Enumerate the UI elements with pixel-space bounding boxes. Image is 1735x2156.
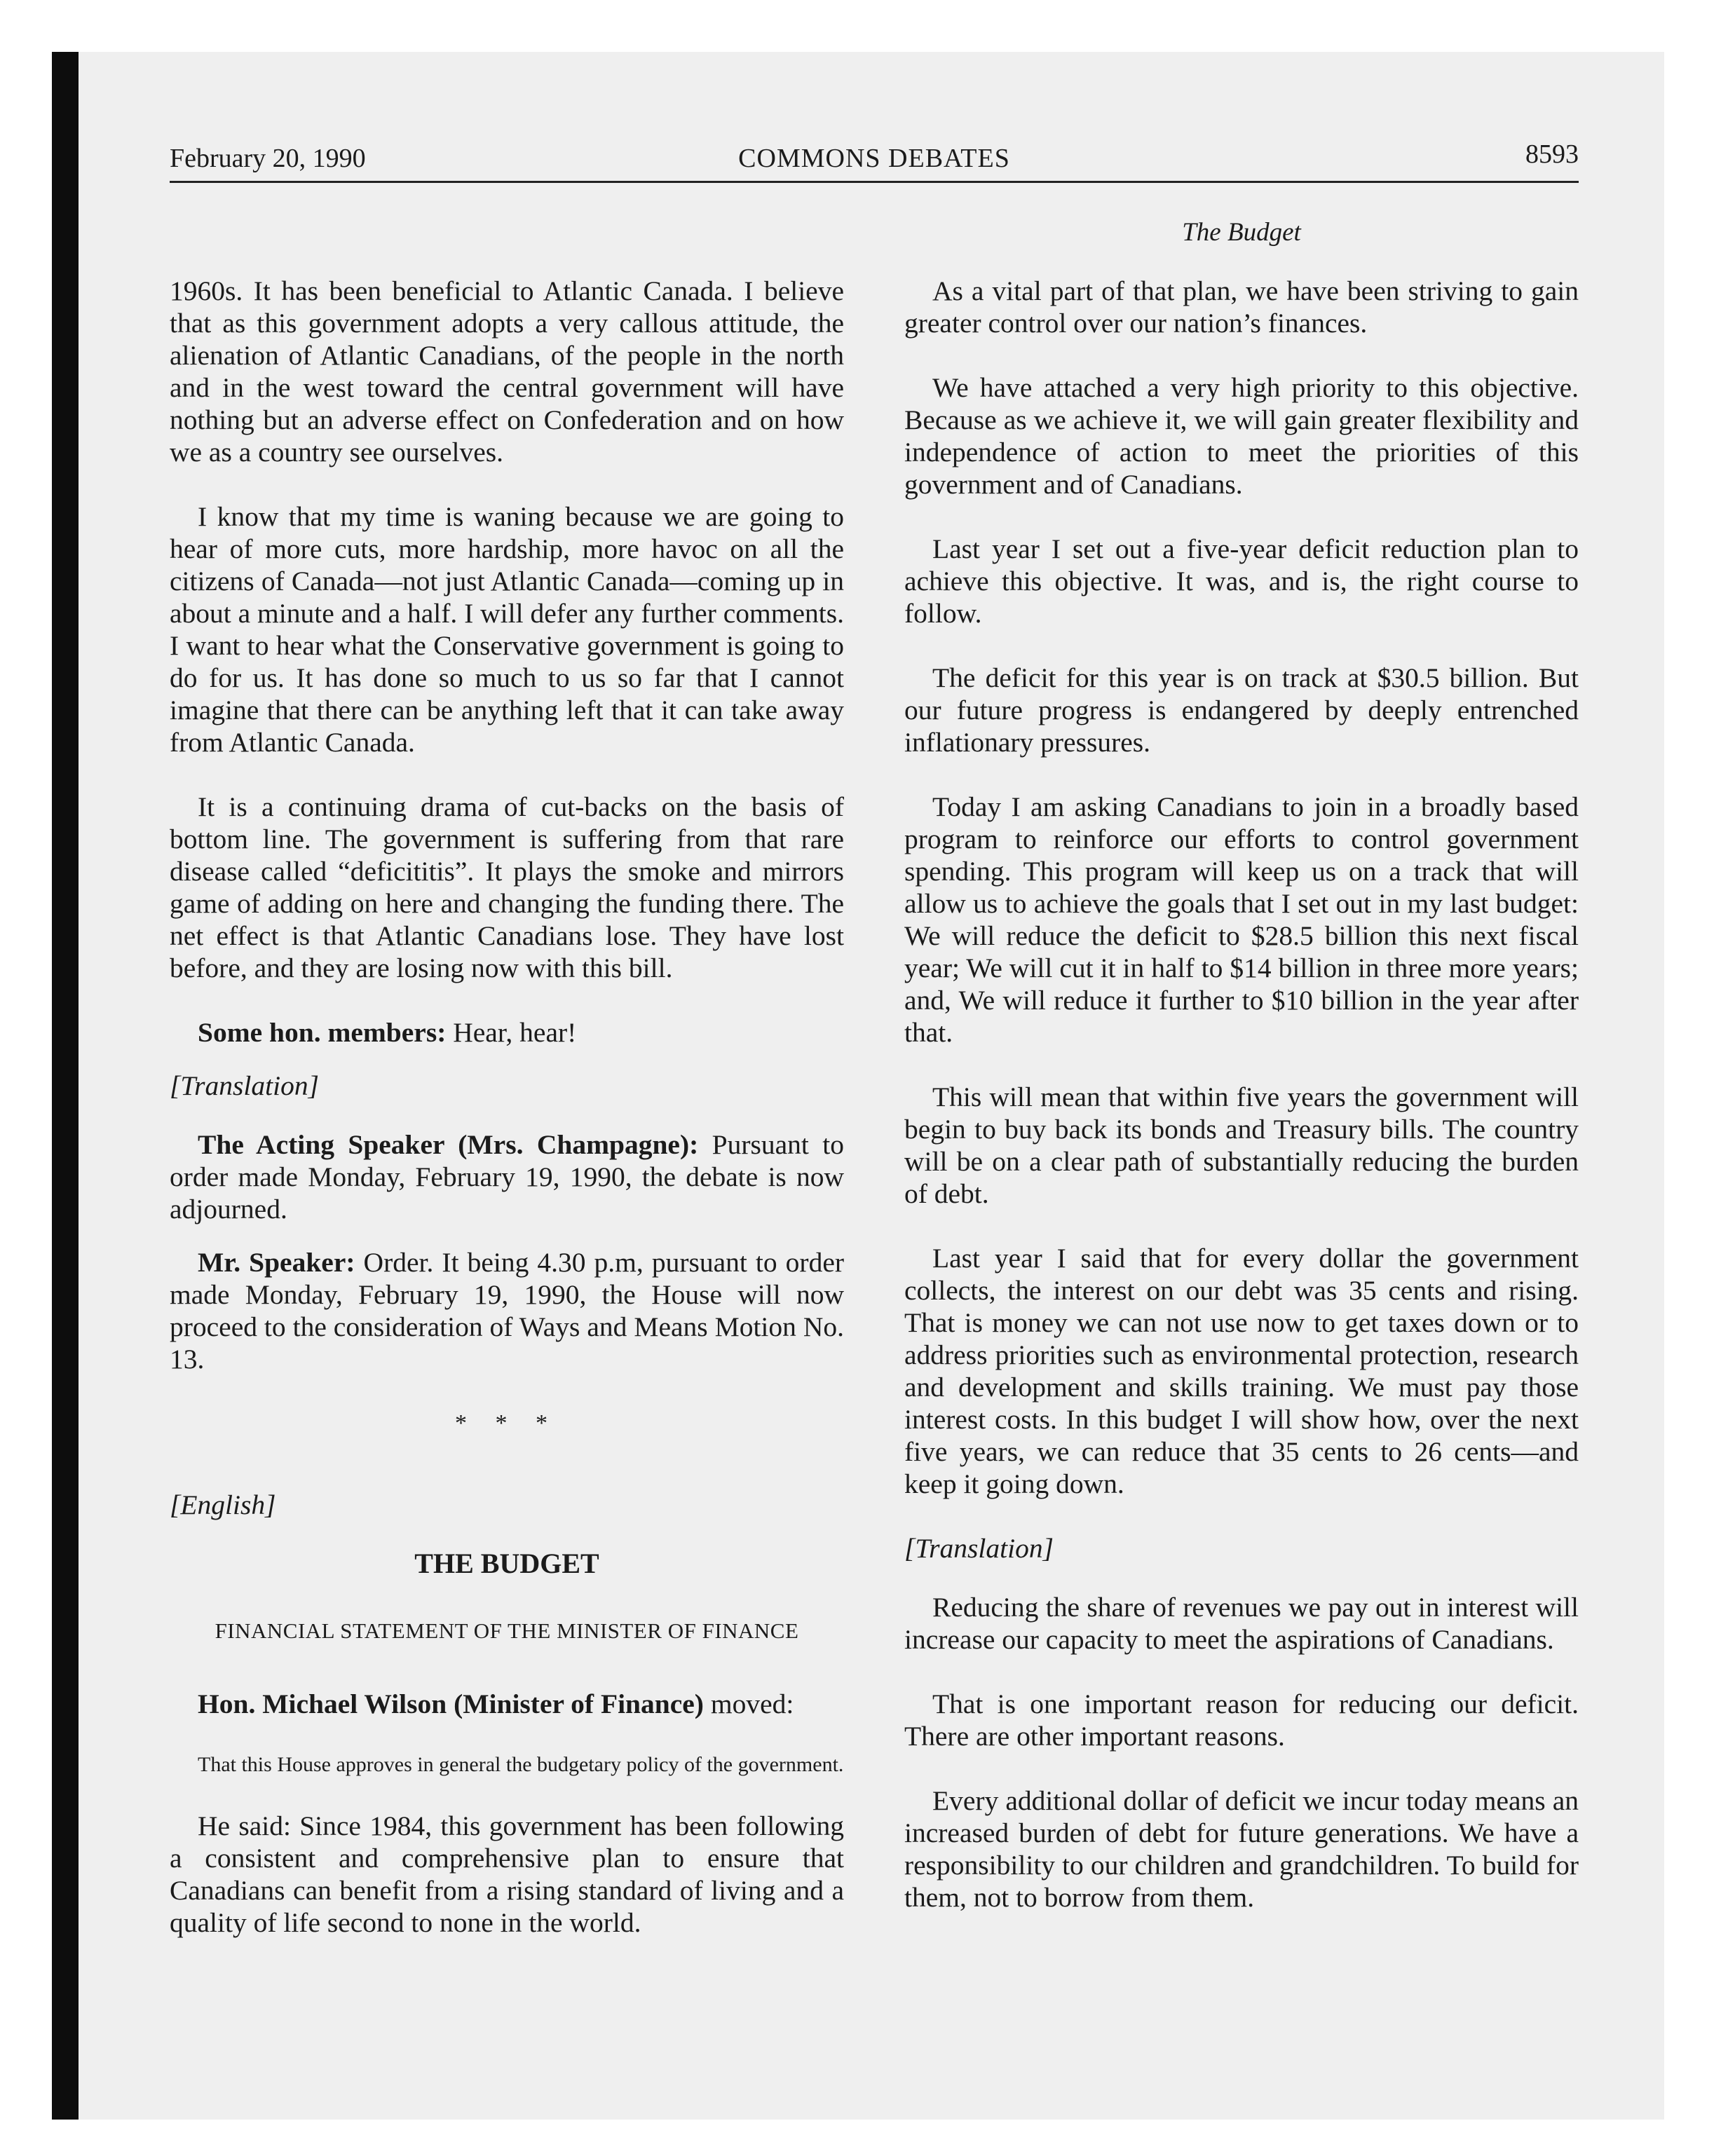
- speech-text: Order. It being 4.30 p.m, pursuant to order made Monday, February 19, 1990, the House will now proceed to the consideration of Ways and Means Motion No. 13.: [170, 1247, 845, 1374]
- speaker-paragraph: [170, 1128, 844, 1225]
- speaker-paragraph: [170, 1246, 844, 1375]
- paragraph: Last year I said that for every dollar the government collects, the interest on our debt was 35 cents and rising. That is money we can not use now to get taxes down or to address priorities such as environmental protection, research and development and skills training. We must pay those interest costs. In this budget I will show how, over the next five years, we can reduce that 35 cents to 26 cents—and keep it going down.: [904, 1243, 1579, 1499]
- section-subheading: FINANCIAL STATEMENT OF THE MINISTER OF FINANCE: [215, 1618, 799, 1643]
- page-number: 8593: [1525, 139, 1579, 169]
- left-column: [170, 275, 844, 1971]
- language-tag: [Translation]: [170, 1070, 319, 1101]
- paragraph: It is a continuing drama of cut-backs on the basis of bottom line. The government is suffering from that rare disease called “deficititis”. It plays the smoke and mirrors game of adding on here and changing the funding there. The net effect is that Atlantic Canadians lose. They have lost before, and they are losing now with this bill.: [170, 791, 844, 983]
- paragraph: We have attached a very high priority to this objective. Because as we achieve it, we will gain greater flexibility and independence of action to meet the priorities of this government and of Canadians.: [904, 372, 1579, 500]
- paragraph: He said: Since 1984, this government has been following a consistent and comprehensive plan to ensure that Canadians can benefit from a rising standard of living and a quality of life second to none in the world.: [170, 1810, 844, 1938]
- paragraph: That is one important reason for reducing our deficit. There are other important reasons.: [904, 1688, 1579, 1752]
- speech-text: Pursuant to order made Monday, February 19, 1990, the debate is now adjourned.: [170, 1129, 844, 1224]
- paragraph: Last year I set out a five-year deficit reduction plan to achieve this objective. It was, and is, the right course to follow.: [904, 533, 1579, 629]
- header-rule: [170, 181, 1579, 183]
- paragraph: As a vital part of that plan, we have been striving to gain greater control over our nation’s finances.: [904, 275, 1579, 339]
- paragraph: This will mean that within five years the government will begin to buy back its bonds and Treasury bills. The country will be on a clear path of substantially reducing the burden of debt.: [904, 1082, 1579, 1209]
- language-tag: [Translation]: [904, 1533, 1054, 1564]
- language-tag: [English]: [170, 1489, 276, 1520]
- speaker-name: Mr. Speaker:: [198, 1247, 355, 1278]
- paragraph: I know that my time is waning because we are going to hear of more cuts, more hardship, more havoc on all the citizens of Canada—not just Atlantic Canada—coming up in about a minute and a half. I will defer any further comments. I want to hear what the Conservative government is going to do for us. It has done so much to us so far that I cannot imagine that there can be anything left that it can take away from Atlantic Canada.: [170, 501, 844, 758]
- speech-text: moved:: [703, 1688, 794, 1719]
- speech-text: Hear, hear!: [446, 1017, 577, 1048]
- page-header: [170, 139, 1579, 179]
- speaker-paragraph: [170, 1016, 844, 1049]
- paragraph: Reducing the share of revenues we pay out in interest will increase our capacity to meet the aspirations of Canadians.: [904, 1592, 1579, 1655]
- section-separator: * * *: [455, 1410, 559, 1436]
- section-heading: THE BUDGET: [414, 1548, 599, 1579]
- header-title: COMMONS DEBATES: [738, 144, 1010, 173]
- right-column: [904, 275, 1579, 1946]
- speaker-name: Some hon. members:: [198, 1017, 447, 1048]
- speaker-name: The Acting Speaker (Mrs. Champagne):: [198, 1129, 699, 1160]
- paragraph: The deficit for this year is on track at $30.5 billion. But our future progress is endangered by deeply entrenched inflationary pressures.: [904, 662, 1579, 758]
- speaker-paragraph: [170, 1688, 844, 1720]
- paragraph: Every additional dollar of deficit we incur today means an increased burden of debt for future generations. We have a responsibility to our children and grandchildren. To build for them, not to borrow from them.: [904, 1785, 1579, 1913]
- section-label: The Budget: [1182, 218, 1301, 247]
- header-date: February 20, 1990: [170, 144, 366, 173]
- motion-text: That this House approves in general the budgetary policy of the government.: [198, 1753, 844, 1776]
- paragraph: 1960s. It has been beneficial to Atlantic Canada. I believe that as this government adopts a very callous attitude, the alienation of Atlantic Canadians, of the people in the north and in the west toward the central government will have nothing but an adverse effect on Confederation and on how we as a country see ourselves.: [170, 275, 844, 468]
- speaker-name: Hon. Michael Wilson (Minister of Finance): [198, 1688, 704, 1719]
- binding-edge-shadow: [52, 52, 79, 2120]
- paragraph: Today I am asking Canadians to join in a broadly based program to reinforce our efforts to control government spending. This program will keep us on a track that will allow us to achieve the goals that I set out in my last budget: We will reduce the deficit to $28.5 billion this next fiscal year; We will cut it in half to $14 billion in three more years; and, We will reduce it further to $10 billion in the year after that.: [904, 791, 1579, 1048]
